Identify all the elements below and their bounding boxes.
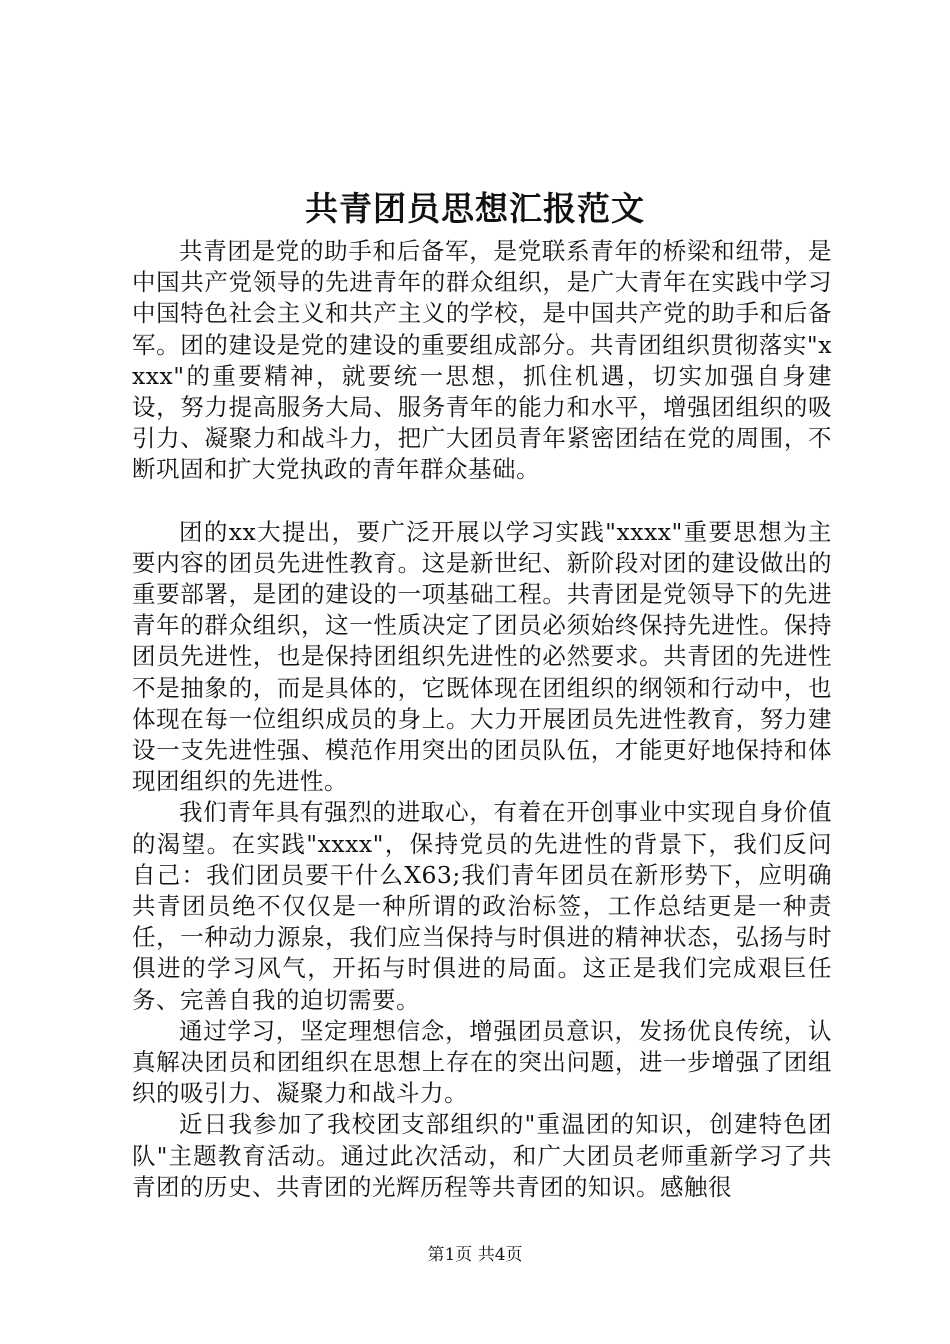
paragraph-2: 团的xx大提出，要广泛开展以学习实践"xxxx"重要思想为主要内容的团员先进性教育。这是新世纪、新阶段对团的建设做出的重要部署，是团的建设的一项基础工程。共青团是党领导下的先进青年的群众组织，这一性质决定了团员必须始终保持先进性。保持团员先进性，也是保持团组织先进性的必然要求。共青团的先进性不是抽象的，而是具体的，它既体现在团组织的纲领和行动中，也体现在每一位组织成员的身上。大力开展团员先进性教育，努力建设一支先进性强、模范作用突出的团员队伍，才能更好地保持和体现团组织的先进性。 bbox=[132, 517, 832, 796]
paragraph-4: 通过学习，坚定理想信念，增强团员意识，发扬优良传统，认真解决团员和团组织在思想上存在的突出问题，进一步增强了团组织的吸引力、凝聚力和战斗力。 bbox=[132, 1016, 832, 1108]
paragraph-1: 共青团是党的助手和后备军，是党联系青年的桥梁和纽带，是中国共产党领导的先进青年的群众组织，是广大青年在实践中学习中国特色社会主义和共产主义的学校，是中国共产党的助手和后备军。团的建设是党的建设的重要组成部分。共青团组织贯彻落实"xxxx"的重要精神，就要统一思想，抓住机遇，切实加强自身建设，努力提高服务大局、服务青年的能力和水平，增强团组织的吸引力、凝聚力和战斗力，把广大团员青年紧密团结在党的周围，不断巩固和扩大党执政的青年群众基础。 bbox=[132, 237, 832, 484]
document-title: 共青团员思想汇报范文 bbox=[305, 189, 645, 228]
paragraph-5: 近日我参加了我校团支部组织的"重温团的知识，创建特色团队"主题教育活动。通过此次活动，和广大团员老师重新学习了共青团的历史、共青团的光辉历程等共青团的知识。感触很 bbox=[132, 1110, 832, 1201]
page-footer: 第1页 共4页 bbox=[427, 1245, 523, 1265]
paragraph-3: 我们青年具有强烈的进取心，有着在开创事业中实现自身价值的渴望。在实践"xxxx"，保持党员的先进性的背景下，我们反问自己：我们团员要干什么X63;我们青年团员在新形势下，应明确共青团员绝不仅仅是一种所谓的政治标签，工作总结更是一种责任，一种动力源泉，我们应当保持与时俱进的精神状态，弘扬与时俱进的学习风气，开拓与时俱进的局面。这正是我们完成艰巨任务、完善自我的迫切需要。 bbox=[132, 798, 832, 1014]
document-body bbox=[132, 236, 832, 1203]
